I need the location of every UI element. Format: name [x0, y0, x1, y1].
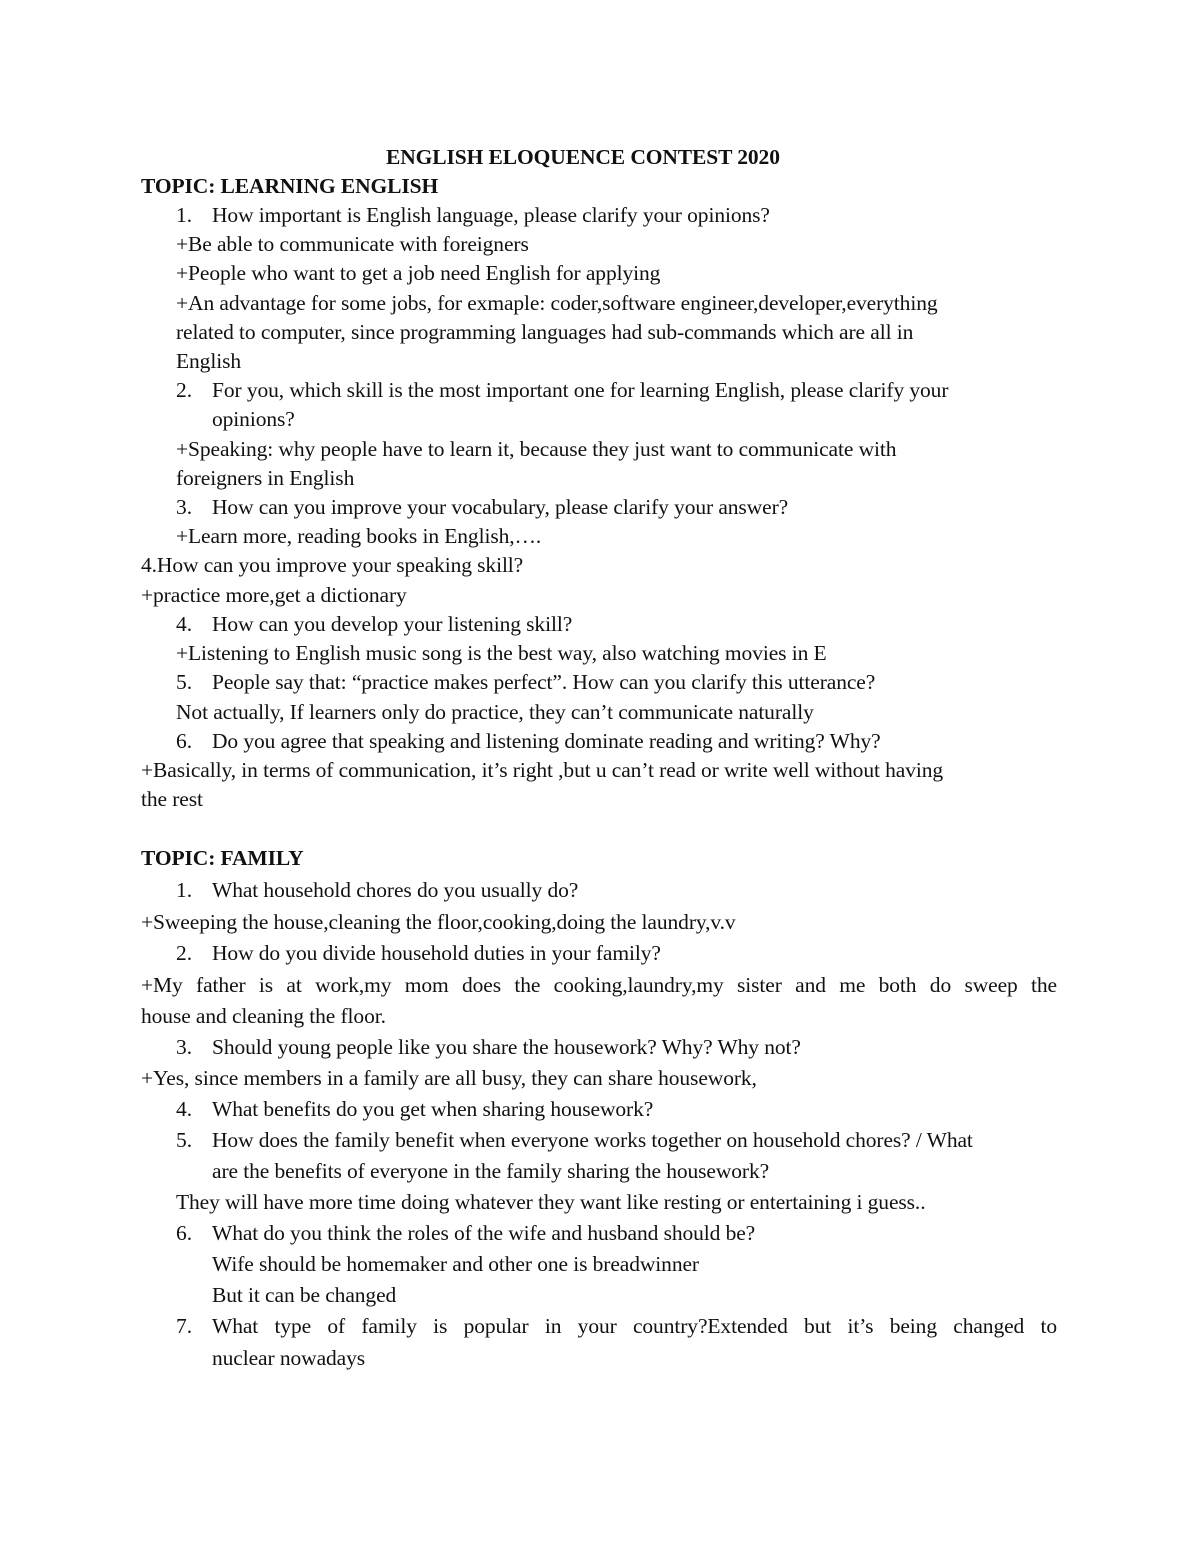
- list-number: 4.: [176, 612, 193, 636]
- question-text: How can you improve your vocabulary, please clarify your answer?: [212, 495, 789, 519]
- list-number: 3.: [176, 1035, 193, 1059]
- question-text: What type of family is popular in your country?Extended but it’s being changed to: [212, 1314, 1057, 1338]
- question-text: How does the family benefit when everyone works together on household chores? / What: [212, 1128, 973, 1152]
- answer-text: house and cleaning the floor.: [141, 1004, 386, 1028]
- question-text: What household chores do you usually do?: [212, 878, 579, 902]
- answer-text: the rest: [141, 787, 203, 811]
- answer-text: +Be able to communicate with foreigners: [176, 232, 529, 256]
- section-heading-family: TOPIC: FAMILY: [141, 846, 304, 870]
- question-text: What benefits do you get when sharing housework?: [212, 1097, 654, 1121]
- list-number: 7.: [176, 1314, 193, 1338]
- list-number: 3.: [176, 495, 193, 519]
- answer-text: related to computer, since programming languages had sub-commands which are all in: [176, 320, 914, 344]
- answer-text: +Sweeping the house,cleaning the floor,cooking,doing the laundry,v.v: [141, 910, 736, 934]
- document-title: ENGLISH ELOQUENCE CONTEST 2020: [386, 145, 780, 169]
- answer-text: +An advantage for some jobs, for exmaple: coder,software engineer,developer,everything: [176, 291, 938, 315]
- list-number: 5.: [176, 670, 193, 694]
- answer-text: +Basically, in terms of communication, it’s right ,but u can’t read or write well without having: [141, 758, 944, 782]
- question-text: How do you divide household duties in your family?: [212, 941, 661, 965]
- question-text: How important is English language, please clarify your opinions?: [212, 203, 770, 227]
- question-text: How can you develop your listening skill?: [212, 612, 573, 636]
- list-number: 2.: [176, 941, 193, 965]
- question-text: For you, which skill is the most important one for learning English, please clarify your: [212, 378, 949, 402]
- answer-text: +Yes, since members in a family are all busy, they can share housework,: [141, 1066, 757, 1090]
- answer-text: +My father is at work,my mom does the cooking,laundry,my sister and me both do sweep the: [141, 973, 1057, 997]
- answer-text: +People who want to get a job need English for applying: [176, 261, 661, 285]
- list-number: 2.: [176, 378, 193, 402]
- list-number: 6.: [176, 729, 193, 753]
- list-number: 1.: [176, 878, 193, 902]
- answer-text: Wife should be homemaker and other one is breadwinner: [212, 1252, 699, 1276]
- question-text: opinions?: [212, 407, 295, 431]
- answer-text: They will have more time doing whatever they want like resting or entertaining i guess..: [176, 1190, 926, 1214]
- answer-text: +Learn more, reading books in English,….: [176, 524, 542, 548]
- answer-text: +Speaking: why people have to learn it, because they just want to communicate with: [176, 437, 897, 461]
- answer-text: +practice more,get a dictionary: [141, 583, 407, 607]
- answer-text: But it can be changed: [212, 1283, 397, 1307]
- list-number: 6.: [176, 1221, 193, 1245]
- question-text: People say that: “practice makes perfect”. How can you clarify this utterance?: [212, 670, 876, 694]
- section-heading-learning-english: TOPIC: LEARNING ENGLISH: [141, 174, 439, 198]
- answer-text: English: [176, 349, 241, 373]
- list-number: 1.: [176, 203, 193, 227]
- question-text: 4.How can you improve your speaking skill?: [141, 553, 524, 577]
- answer-text: Not actually, If learners only do practice, they can’t communicate naturally: [176, 700, 814, 724]
- question-text: Do you agree that speaking and listening dominate reading and writing? Why?: [212, 729, 881, 753]
- question-text: are the benefits of everyone in the family sharing the housework?: [212, 1159, 770, 1183]
- list-number: 5.: [176, 1128, 193, 1152]
- answer-text: foreigners in English: [176, 466, 355, 490]
- question-text: Should young people like you share the housework? Why? Why not?: [212, 1035, 801, 1059]
- question-text: What do you think the roles of the wife and husband should be?: [212, 1221, 756, 1245]
- list-number: 4.: [176, 1097, 193, 1121]
- answer-text: +Listening to English music song is the best way, also watching movies in E: [176, 641, 827, 665]
- answer-text: nuclear nowadays: [212, 1346, 366, 1370]
